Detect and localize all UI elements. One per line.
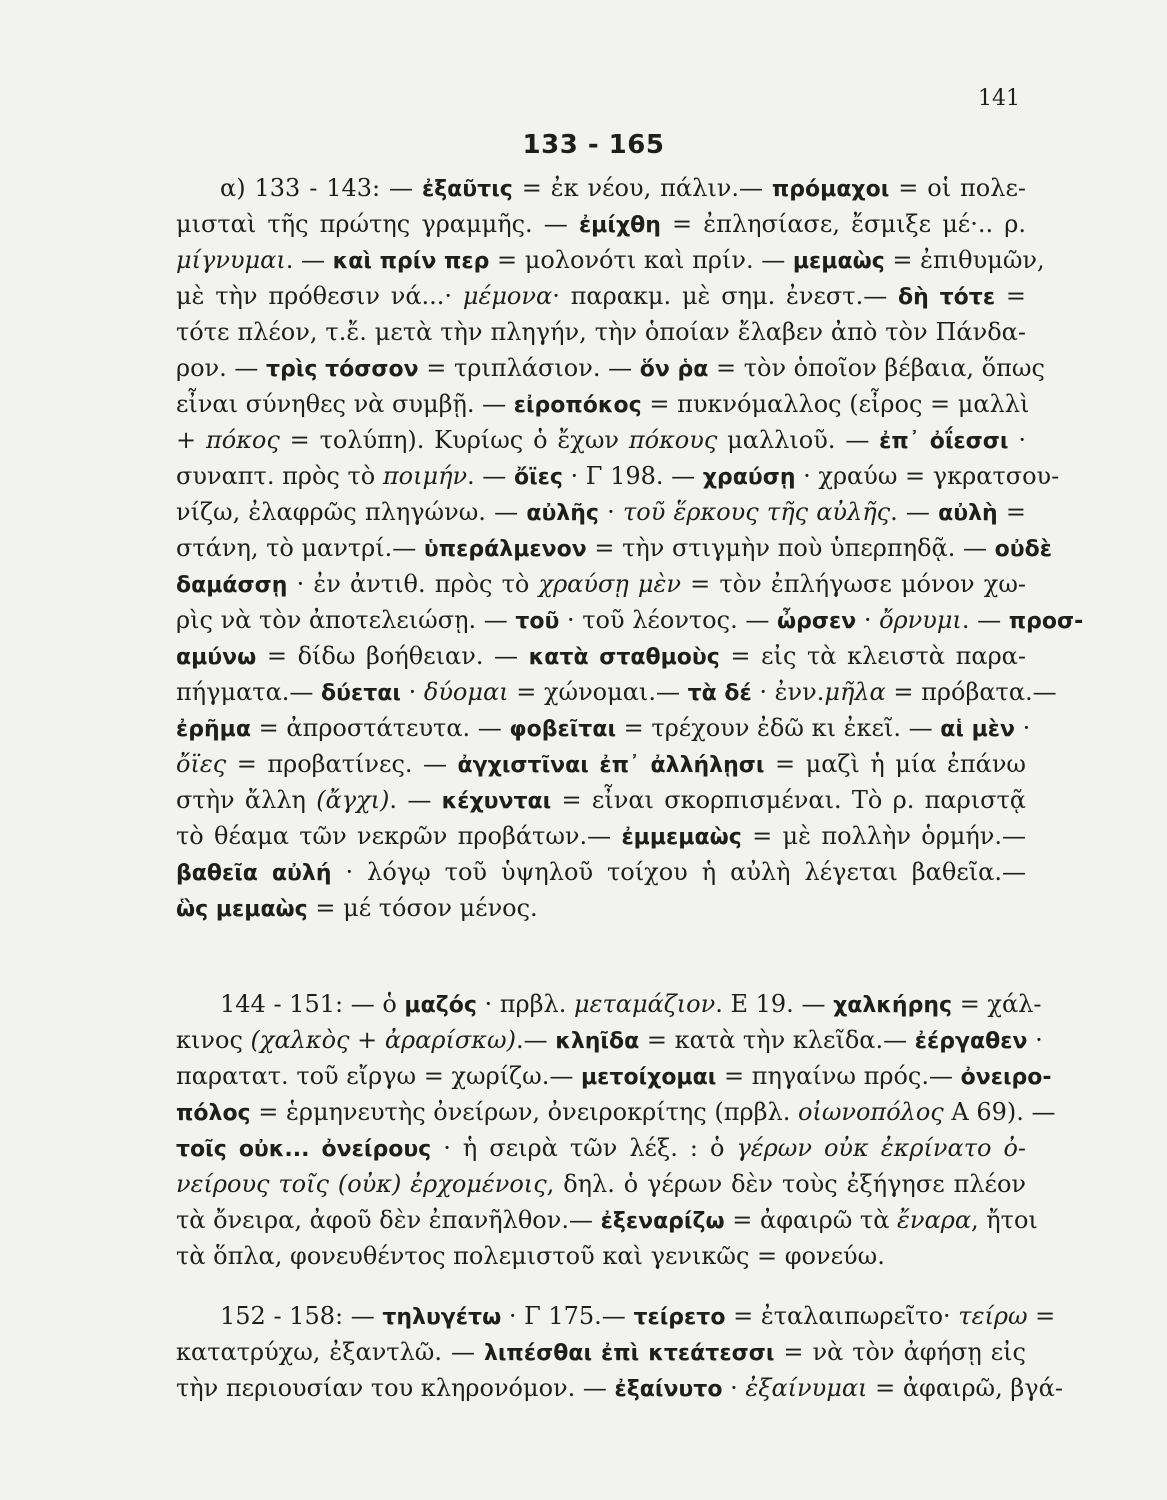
text-run: = χώνομαι.—	[508, 678, 688, 706]
text-run: = ἀφαιρῶ τὰ	[724, 1206, 898, 1234]
lemma: τοῦ	[515, 609, 560, 634]
text-run: ·	[856, 606, 880, 634]
text-line	[176, 986, 1042, 1022]
text-line	[176, 1370, 1063, 1406]
lemma: βαθεῖα αὐλή	[176, 861, 332, 886]
text-line	[176, 1202, 1038, 1238]
text-run: στάνη, τὸ μαντρί.—	[176, 534, 424, 562]
lemma: ἐξεναρίζω	[600, 1209, 725, 1234]
lemma: πρόμαχοι	[771, 177, 890, 202]
italic-term: μίγνυμαι	[176, 246, 286, 274]
italic-term: μεταμάζιον	[574, 990, 716, 1018]
text-line	[176, 1058, 1052, 1094]
text-run: = κατὰ τὴν κλεῖδα.—	[639, 1026, 915, 1054]
text-run: ·	[401, 678, 424, 706]
text-run: τὴν περιουσίαν του κληρονόμον. —	[176, 1374, 615, 1402]
text-run: = ἐκ νέου, πάλιν.—	[512, 174, 772, 202]
text-run: = τολύπη). Κυρίως ὁ ἔχων	[279, 426, 629, 454]
lemma: ἐμμεμαὼς	[621, 825, 742, 850]
text-run: = ἑρμηνευτὴς ὀνείρων, ὀνειροκρίτης (πρβλ.	[250, 1098, 798, 1126]
text-line	[176, 314, 1026, 350]
text-run: = τριπλάσιον. —	[418, 354, 640, 382]
text-run: μαλλιοῦ. —	[717, 426, 880, 454]
text-run: νίζω, ἐλαφρῶς πληγώνω. —	[176, 498, 527, 526]
italic-term: δύομαι	[423, 678, 509, 706]
text-run: ρον. —	[176, 354, 267, 382]
text-run: εἶναι σύνηθες νὰ συμβῇ. —	[176, 390, 514, 418]
text-run: +	[176, 426, 206, 454]
lemma: ὣς μεμαὼς	[176, 897, 308, 922]
text-run: = δίδω βοήθειαν. —	[256, 642, 529, 670]
text-run: = ἀπροστάτευτα. —	[250, 714, 510, 742]
text-run: . —	[467, 462, 514, 490]
text-run: = μαζὶ ἡ μία ἐπάνω	[764, 750, 1026, 778]
lemma: μεμαὼς	[792, 249, 885, 274]
text-run: · ἡ σειρὰ τῶν λέξ. : ὁ	[431, 1134, 737, 1162]
text-line	[176, 710, 1031, 746]
lemma: φοβεῖται	[509, 717, 617, 742]
text-run: . —	[389, 786, 442, 814]
text-line	[176, 242, 1045, 278]
text-run: μισταὶ τῆς πρώτης γραμμῆς. —	[176, 210, 579, 238]
text-run: .—	[515, 1026, 556, 1054]
text-line	[176, 206, 1026, 242]
text-run: παρατατ. τοῦ εἴργω = χωρίζω.—	[176, 1062, 581, 1090]
text-run: ·	[722, 1374, 746, 1402]
lemma: τείρετο	[633, 1305, 726, 1330]
text-line	[176, 782, 1026, 818]
text-run: τὰ ὅπλα, φονευθέντος πολεμιστοῦ καὶ γενικῶς = φονεύω.	[176, 1242, 885, 1270]
text-run: = τρέχουν ἐδῶ κι ἐκεῖ. —	[616, 714, 941, 742]
text-run: ·	[1008, 426, 1026, 454]
text-run: =	[997, 498, 1026, 526]
text-run: = ἐταλαιπωρεῖτο·	[725, 1302, 959, 1330]
text-line	[176, 1022, 1043, 1058]
text-run: · χραύω = γκρατσου-	[795, 462, 1060, 490]
text-line	[176, 818, 1026, 854]
lemma: ἀγχιστῖναι ἐπ᾽ ἀλλήλῃσι	[457, 753, 765, 778]
text-run: · ἐνν.	[751, 678, 825, 706]
text-run: =	[1027, 1302, 1056, 1330]
text-run: = προβατίνες. —	[226, 750, 458, 778]
italic-term: χραύσῃ μὲν	[538, 570, 681, 598]
text-run: = τὴν στιγμὴν ποὺ ὑπερπηδᾷ. —	[586, 534, 995, 562]
text-run: πήγματα.—	[176, 678, 322, 706]
text-run: · Γ 198. —	[562, 462, 703, 490]
text-run: . —	[890, 498, 939, 526]
text-run: τότε πλέον, τ.ἔ. μετὰ τὴν πληγήν, τὴν ὁποίαν ἔλαβεν ἀπὸ τὸν Πάνδα-	[176, 318, 1026, 346]
lemma: ὑπεράλμενον	[423, 537, 587, 562]
lemma: καὶ πρίν περ	[332, 249, 490, 274]
lemma: ὀνειρο-	[960, 1065, 1052, 1090]
italic-term: οἰωνοπόλος	[797, 1098, 944, 1126]
lemma: ἐπ᾽ ὀΐεσσι	[879, 429, 1009, 454]
italic-term: ὄρνυμι	[879, 606, 962, 634]
italic-term: τοῦ ἕρκους τῆς αὐλῆς	[622, 498, 891, 526]
text-line	[176, 638, 1026, 674]
paragraph-144-151	[176, 986, 1056, 1274]
text-run: · πρβλ.	[476, 990, 574, 1018]
text-line	[176, 458, 1060, 494]
lemma: οὐδὲ	[994, 537, 1052, 562]
text-run: 144 - 151: — ὁ	[220, 990, 405, 1018]
text-run: α) 133 - 143: —	[220, 174, 422, 202]
text-run: =	[995, 282, 1026, 310]
text-run: . —	[961, 606, 1009, 634]
lemma: ἐξαίνυτο	[614, 1377, 723, 1402]
lemma: τρὶς τόσσον	[266, 357, 419, 382]
text-line	[176, 1298, 1056, 1334]
text-run: = οἱ πολε-	[889, 174, 1026, 202]
lemma: κατὰ σταθμοὺς	[528, 645, 720, 670]
text-line	[176, 1166, 1026, 1202]
lemma: δύεται	[321, 681, 401, 706]
lemma: ἐξαῦτις	[421, 177, 513, 202]
italic-term: γέρων οὐκ ἐκρίνατο ὀ-	[736, 1134, 1027, 1162]
text-run: στὴν ἄλλη	[176, 786, 317, 814]
lemma: μετοίχομαι	[580, 1065, 717, 1090]
lemma: ὄϊες	[513, 465, 563, 490]
lemma: ἐέργαθεν	[914, 1029, 1028, 1054]
text-run: = ἀφαιρῶ, βγά-	[867, 1374, 1063, 1402]
italic-term: ἐξαίνυμαι	[745, 1374, 868, 1402]
text-run: · λόγῳ τοῦ ὑψηλοῦ τοίχου ἡ αὐλὴ λέγεται βαθεῖα.—	[331, 858, 1027, 886]
lemma: κέχυνται	[441, 789, 552, 814]
lemma: προσ-	[1008, 609, 1084, 634]
italic-term: ἔναρα	[897, 1206, 972, 1234]
lemma: τηλυγέτω	[382, 1305, 502, 1330]
text-run: = χάλ-	[952, 990, 1042, 1018]
lemma: ὅν ῥα	[639, 357, 709, 382]
text-run: = τὸν ἐπλήγωσε μόνον χω-	[680, 570, 1027, 598]
text-run: , δηλ. ὁ γέρων δὲν τοὺς ἐξήγησε πλέον	[546, 1170, 1027, 1198]
paragraph-152-158	[176, 1298, 1063, 1406]
text-run: = πηγαίνω πρός.—	[716, 1062, 961, 1090]
lemma: αὐλὴ	[938, 501, 998, 526]
italic-term: πόκος	[205, 426, 280, 454]
lemma: χραύσῃ	[702, 465, 796, 490]
italic-term: πόκους	[628, 426, 718, 454]
text-run: ·	[1027, 1026, 1043, 1054]
lemma: χαλκήρης	[833, 993, 953, 1018]
page-number: 141	[978, 86, 1020, 111]
text-run: τὸ θέαμα τῶν νεκρῶν προβάτων.—	[176, 822, 622, 850]
text-run: , ἤτοι	[971, 1206, 1038, 1234]
text-line	[176, 278, 1026, 314]
text-run: κατατρύχω, ἐξαντλῶ. —	[176, 1338, 484, 1366]
text-run: = εἰς τὰ κλειστὰ παρα-	[719, 642, 1027, 670]
text-line	[176, 530, 1052, 566]
lemma: πόλος	[176, 1101, 251, 1126]
lemma: τὰ δέ	[687, 681, 752, 706]
lemma: ἐρῆμα	[176, 717, 251, 742]
text-line	[176, 1130, 1026, 1166]
text-run: · τοῦ λέοντος. —	[559, 606, 777, 634]
text-line	[176, 494, 1026, 530]
text-run: = τὸν ὁποῖον βέβαια, ὅπως	[708, 354, 1045, 382]
text-line	[176, 422, 1026, 458]
text-run: 152 - 158: —	[220, 1302, 383, 1330]
lemma: κληῖδα	[555, 1029, 640, 1054]
italic-term: ποιμήν	[382, 462, 468, 490]
text-run: · παρακμ. μὲ σημ. ἐνεστ.—	[552, 282, 899, 310]
text-run: = εἶναι σκορπισμέναι. Τὸ ρ. παριστᾷ	[551, 786, 1026, 814]
text-run: κινος	[176, 1026, 251, 1054]
text-run: = μολονότι καὶ πρίν. —	[489, 246, 793, 274]
text-line	[176, 350, 1045, 386]
text-run: ·	[1014, 714, 1031, 742]
text-run: · Γ 175.—	[501, 1302, 634, 1330]
lemma: εἰροπόκος	[513, 393, 642, 418]
italic-term: μῆλα	[824, 678, 886, 706]
lemma: αμύνω	[176, 645, 257, 670]
lemma: δαμάσσῃ	[176, 573, 288, 598]
text-run: = νὰ τὸν ἀφήσῃ εἰς	[774, 1338, 1026, 1366]
text-line	[176, 890, 1026, 926]
text-line	[176, 1334, 1026, 1370]
text-run: μὲ τὴν πρόθεσιν νά...·	[176, 282, 463, 310]
text-run: ·	[598, 498, 623, 526]
text-run: = ἐπιθυμῶν,	[884, 246, 1045, 274]
text-run: συναπτ. πρὸς τὸ	[176, 462, 383, 490]
text-run: = μέ τόσον μένος.	[307, 894, 538, 922]
text-line	[176, 746, 1026, 782]
text-run: · ἐν ἀντιθ. πρὸς τὸ	[287, 570, 539, 598]
text-line	[176, 386, 1030, 422]
lemma: δὴ τότε	[898, 285, 996, 310]
italic-term: ὄϊες	[176, 750, 227, 778]
text-run: ρὶς νὰ τὸν ἀποτελειώσῃ. —	[176, 606, 516, 634]
lemma: αὐλῆς	[526, 501, 599, 526]
text-run: . Ε 19. —	[715, 990, 834, 1018]
italic-term: μέμονα	[462, 282, 553, 310]
lemma: τοῖς οὐκ... ὀνείρους	[176, 1137, 432, 1162]
italic-term: νείρους τοῖς (οὐκ) ἐρχομένοις	[176, 1170, 547, 1198]
text-line	[176, 170, 1026, 206]
text-run: = πυκνόμαλλος (εἶρος = μαλλὶ	[641, 390, 1030, 418]
text-run: τὰ ὄνειρα, ἀφοῦ δὲν ἐπανῆλθον.—	[176, 1206, 601, 1234]
text-line	[176, 674, 1057, 710]
text-run: Α 69). —	[943, 1098, 1056, 1126]
text-run: = ἐπλησίασε, ἔσμιξε μέ·.. ρ.	[660, 210, 1026, 238]
text-line	[176, 602, 1084, 638]
lemma: ὦρσεν	[776, 609, 857, 634]
lemma: λιπέσθαι ἐπὶ κτεάτεσσι	[483, 1341, 775, 1366]
paragraph-133-143	[176, 170, 1084, 926]
lemma: αἱ μὲν	[940, 717, 1015, 742]
text-run: = πρόβατα.—	[885, 678, 1057, 706]
lemma: μαζός	[404, 993, 477, 1018]
text-line	[176, 854, 1026, 890]
italic-term: (χαλκὸς + ἀραρίσκω)	[250, 1026, 516, 1054]
text-run: = μὲ πολλὴν ὁρμήν.—	[741, 822, 1027, 850]
text-run: . —	[285, 246, 333, 274]
lemma: ἐμίχθη	[578, 213, 661, 238]
section-heading: 133 - 165	[522, 130, 665, 160]
text-line	[176, 1094, 1056, 1130]
text-line	[176, 566, 1026, 602]
italic-term: (ἄγχι)	[316, 786, 390, 814]
italic-term: τείρω	[958, 1302, 1028, 1330]
text-line	[176, 1238, 1026, 1274]
